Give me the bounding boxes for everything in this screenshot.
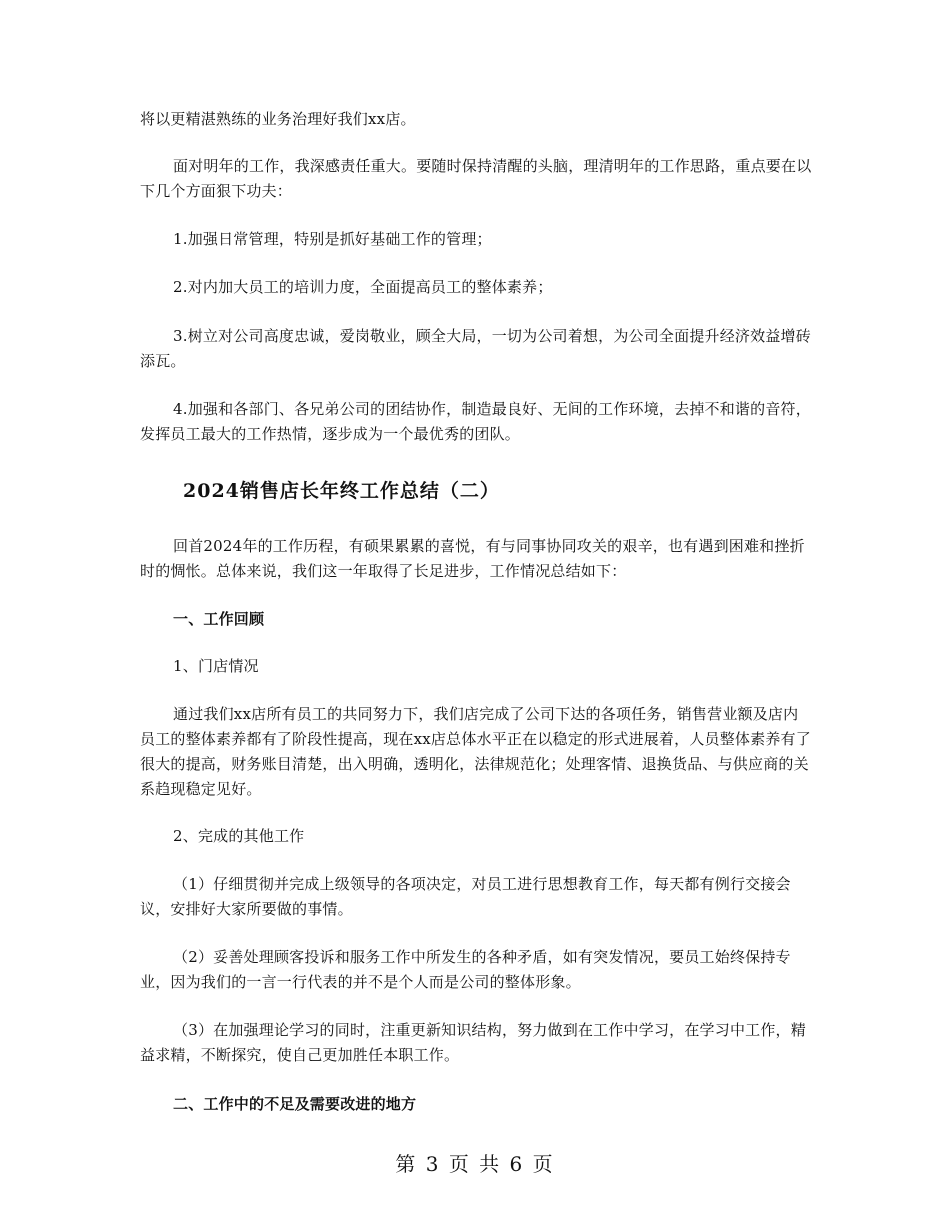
paragraph-store-status: 通过我们xx店所有员工的共同努力下，我们店完成了公司下达的各项任务，销售营业额及店内员工的整体素养都有了阶段性提高，现在xx店总体水平正在以稳定的形式进展着，人员整体素养有了很大的提高，财务账目清楚，出入明确，透明化，法律规范化；处理客情、退换货品、与供应商的关系趋现稳定见好。 (140, 705, 811, 798)
paragraph-continuation: 将以更精湛熟练的业务治理好我们xx店。 (140, 110, 416, 128)
paragraph-other-work-1: （1）仔细贯彻并完成上级领导的各项决定，对员工进行思想教育工作，每天都有例行交接会议，安排好大家所要做的事情。 (140, 875, 791, 918)
paragraph-other-work-2: （2）妥善处理顾客投诉和服务工作中所发生的各种矛盾，如有突发情况，要员工始终保持专业，因为我们的一言一行代表的并不是个人而是公司的整体形象。 (140, 948, 791, 991)
subheading-work-review: 一、工作回顾 (173, 610, 265, 628)
paragraph-other-work-3: （3）在加强理论学习的同时，注重更新知识结构，努力做到在工作中学习，在学习中工作，精益求精，不断探究，使自己更加胜任本职工作。 (140, 1021, 806, 1064)
list-item-1: 1.加强日常管理，特别是抓好基础工作的管理； (173, 230, 492, 248)
list-item-4: 4.加强和各部门、各兄弟公司的团结协作，制造最良好、无间的工作环境，去掉不和谐的音符，发挥员工最大的工作热情，逐步成为一个最优秀的团队。 (140, 400, 811, 443)
list-item-2: 2.对内加大员工的培训力度，全面提高员工的整体素养； (173, 278, 553, 296)
subheading-store-status: 1、门店情况 (173, 657, 259, 675)
subheading-other-work: 2、完成的其他工作 (173, 827, 305, 845)
list-item-3: 3.树立对公司高度忠诚，爱岗敬业，顾全大局，一切为公司着想，为公司全面提升经济效益增砖添瓦。 (140, 327, 811, 370)
page-footer: 第 3 页 共 6 页 (395, 1152, 555, 1176)
paragraph-next-year-intro: 面对明年的工作，我深感责任重大。要随时保持清醒的头脑，理清明年的工作思路，重点要在以下几个方面狠下功夫： (140, 157, 812, 200)
section-title: 2024销售店长年终工作总结（二） (183, 480, 500, 502)
subheading-shortcomings: 二、工作中的不足及需要改进的地方 (173, 1095, 417, 1113)
paragraph-review-intro: 回首2024年的工作历程，有硕果累累的喜悦，有与同事协同攻关的艰辛，也有遇到困难和挫折时的惆怅。总体来说，我们这一年取得了长足进步，工作情况总结如下： (140, 537, 805, 580)
